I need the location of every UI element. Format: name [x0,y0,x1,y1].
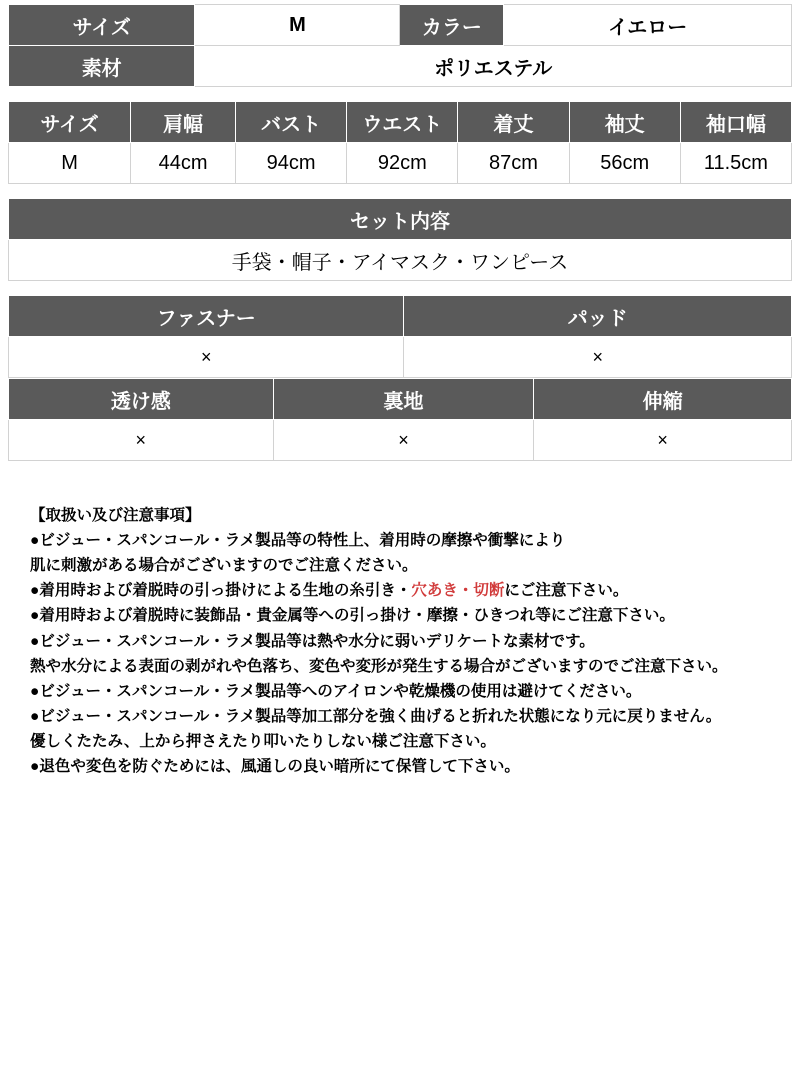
care-note-text: ●ビジュー・スパンコール・ラメ製品等加工部分を強く曲げると折れた状態になり元に戻りません。 [30,707,722,725]
table-row [9,296,792,337]
fastener-header: ファスナー [9,296,404,337]
care-note-text: ●着用時および着脱時に装飾品・貴金属等への引っ掛け・摩擦・ひきつれ等にご注意下さい。 [30,607,675,625]
measurements-table [8,101,792,184]
measure-value-waist: 92cm [347,143,458,184]
care-note-highlight: 穴あき・切断 [411,582,505,600]
table-row [9,5,792,46]
measure-value-sleeve: 56cm [569,143,680,184]
measure-value-bust: 94cm [236,143,347,184]
care-note-line [30,629,792,654]
measure-value-length: 87cm [458,143,569,184]
table-row [9,199,792,240]
set-contents-table [8,198,792,281]
table-row [9,102,792,143]
measure-header-size: サイズ [9,102,131,143]
lining-value: × [273,420,534,461]
care-note-text: 熱や水分による表面の剥がれや色落ち、変色や変形が発生する場合がございますのでご注意下さい。 [30,657,728,675]
measure-header-cuff: 袖口幅 [680,102,791,143]
care-note-text: ●ビジュー・スパンコール・ラメ製品等の特性上、着用時の摩擦や衝撃により [30,532,566,550]
care-note-line [30,553,792,578]
sheer-value: × [9,420,274,461]
pad-value: × [404,337,792,378]
size-value: M [195,5,400,46]
measure-header-waist: ウエスト [347,102,458,143]
measure-header-shoulder: 肩幅 [131,102,236,143]
care-note-line [30,729,792,754]
measure-value-cuff: 11.5cm [680,143,791,184]
basic-spec-table [8,4,792,87]
table-row [9,46,792,87]
care-note-text: ●退色や変色を防ぐためには、風通しの良い暗所にて保管して下さい。 [30,758,520,776]
table-row [9,420,792,461]
table-row [9,143,792,184]
care-note-text: 優しくたたみ、上から押さえたり叩いたりしない様ご注意下さい。 [30,732,496,750]
care-notes [8,503,792,779]
care-note-line [30,603,792,628]
table-row [9,337,792,378]
care-note-text: 肌に刺激がある場合がございますのでご注意ください。 [30,557,418,575]
set-contents-header: セット内容 [9,199,792,240]
fastener-value: × [9,337,404,378]
care-note-line [30,578,792,603]
measure-header-length: 着丈 [458,102,569,143]
lining-header: 裏地 [273,379,534,420]
care-note-text: ●ビジュー・スパンコール・ラメ製品等は熱や水分に弱いデリケートな素材です。 [30,632,595,650]
measure-value-shoulder: 44cm [131,143,236,184]
color-value: イエロー [504,5,792,46]
care-note-line [30,754,792,779]
table-row [9,379,792,420]
pad-header: パッド [404,296,792,337]
measure-header-sleeve: 袖丈 [569,102,680,143]
measure-value-size: M [9,143,131,184]
care-note-text: ●着用時および着脱時の引っ掛けによる生地の糸引き・ [30,582,412,600]
care-note-text: ●ビジュー・スパンコール・ラメ製品等へのアイロンや乾燥機の使用は避けてください。 [30,682,642,700]
care-notes-title: 【取扱い及び注意事項】 [30,507,201,524]
measure-header-bust: バスト [236,102,347,143]
care-note-line [30,654,792,679]
care-note-line [30,528,792,553]
fastener-pad-table [8,295,792,378]
care-note-line [30,704,792,729]
stretch-value: × [534,420,792,461]
stretch-header: 伸縮 [534,379,792,420]
care-notes-lines [30,528,792,779]
care-note-line [30,679,792,704]
size-header: サイズ [9,5,195,46]
set-contents-value: 手袋・帽子・アイマスク・ワンピース [9,240,792,281]
sheer-lining-stretch-table [8,378,792,461]
material-value: ポリエステル [195,46,792,87]
table-row [9,240,792,281]
care-note-text: にご注意下さい。 [504,582,629,600]
sheer-header: 透け感 [9,379,274,420]
color-header: カラー [400,5,504,46]
material-header: 素材 [9,46,195,87]
